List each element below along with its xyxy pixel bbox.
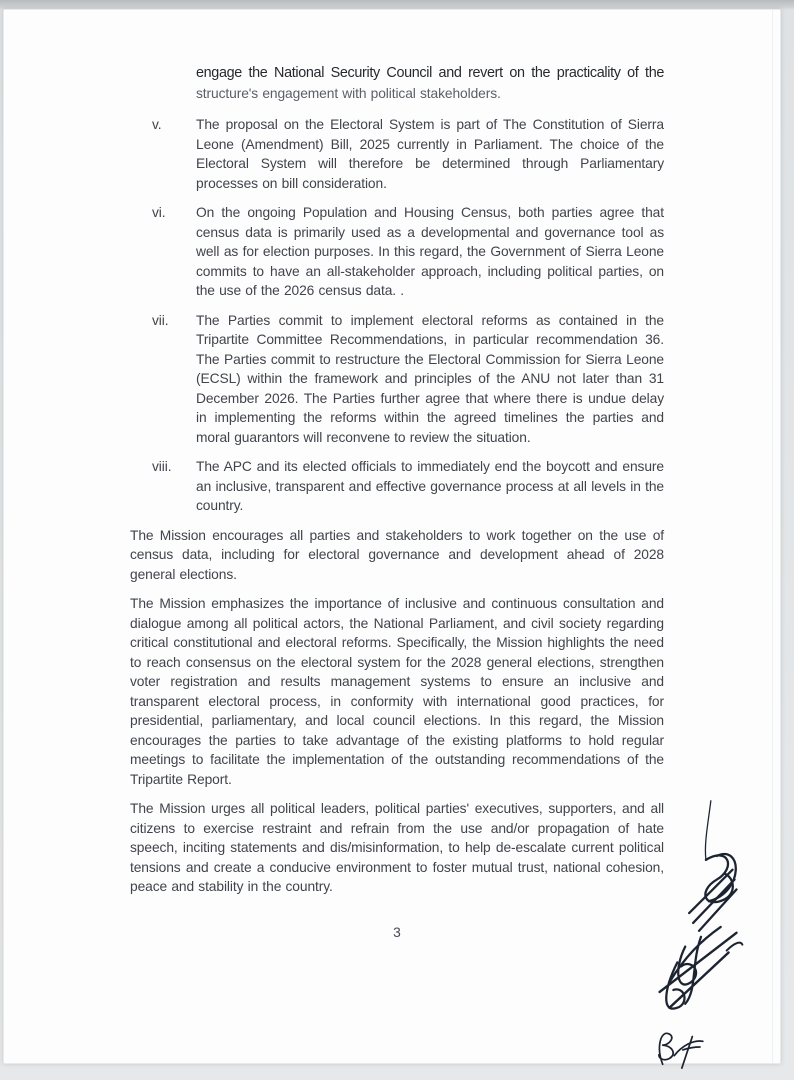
page-number: 3 [393,925,401,940]
list-text: The Parties commit to implement electoral reforms as contained in the Tripartite Committee Recommendations, in particular recommendation 36. The Parties commit to restructure the Electoral Commission for Sierra Leone (ECSL) within the framework and principles of the ANU not later than 31 December 2026. The Parties further agree that where there is undue delay in implementing the reforms within the agreed timelines the parties and moral guarantors will reconvene to review the situation. [196,312,664,445]
list-item-vi [130,203,664,301]
paragraph-consultation-dialogue: The Mission emphasizes the importance of inclusive and continuous consultation and dialogue among all political actors, the National Parliament, and civil society regarding critical constitutional and electoral reforms. Specifically, the Mission highlights the need to reach consensus on the electoral system for the 2028 general elections, strengthen voter registration and results management systems to ensure an inclusive and transparent electoral process, in conformity with international good practices, for presidential, parliamentary, and local council elections. In this regard, the Mission encourages the parties to take advantage of the existing platforms to hold regular meetings to facilitate the implementation of the outstanding recommendations of the Tripartite Report. [130,596,664,787]
list-marker: v. [152,117,162,132]
paragraph-restraint-urging: The Mission urges all political leaders, political parties' executives, supporters, and all citizens to exercise restraint and refrain from the use and/or propagation of hate speech, inciting statements and dis/misinformation, to help de-escalate current political tensions and create a conducive environment to foster mutual trust, national cohesion, peace and stability in the country. [130,801,664,894]
list-item-vii [130,311,664,448]
page-fold-line [772,10,773,1063]
list-item-viii [130,457,664,516]
list-text: On the ongoing Population and Housing Census, both parties agree that census data is primarily used as a developmental and governance tool as well as for election purposes. In this regard, the Government of Sierra Leone commits to have an all-stakeholder approach, including political parties, on the use of the 2026 census data. . [196,205,664,298]
handwritten-initials-icon [646,1026,710,1070]
list-item-v [130,115,664,193]
list-text: The APC and its elected officials to immediately end the boycott and ensure an inclusive, transparent and effective governance process at all levels in the country. [196,459,664,513]
list-text: The proposal on the Electoral System is part of The Constitution of Sierra Leone (Amendment) Bill, 2025 currently in Parliament. The choice of the Electoral System will therefore be determined through Parliamentary processes on bill consideration. [196,117,664,191]
continuation-paragraph [196,64,664,103]
list-marker: vii. [152,312,169,328]
page-content [130,64,664,907]
continuation-line-2: structure's engagement with political stakeholders. [196,85,501,101]
paragraph-census-encouragement: The Mission encourages all parties and stakeholders to work together on the use of census data, including for electoral governance and development ahead of 2028 general elections. [130,527,664,582]
handwritten-signature-icon [632,798,770,1042]
list-marker: vi. [152,205,166,220]
document-page [3,9,781,1064]
list-marker: viii. [152,459,172,474]
continuation-line-1: engage the National Security Council and revert on the practicality of the [196,65,664,81]
